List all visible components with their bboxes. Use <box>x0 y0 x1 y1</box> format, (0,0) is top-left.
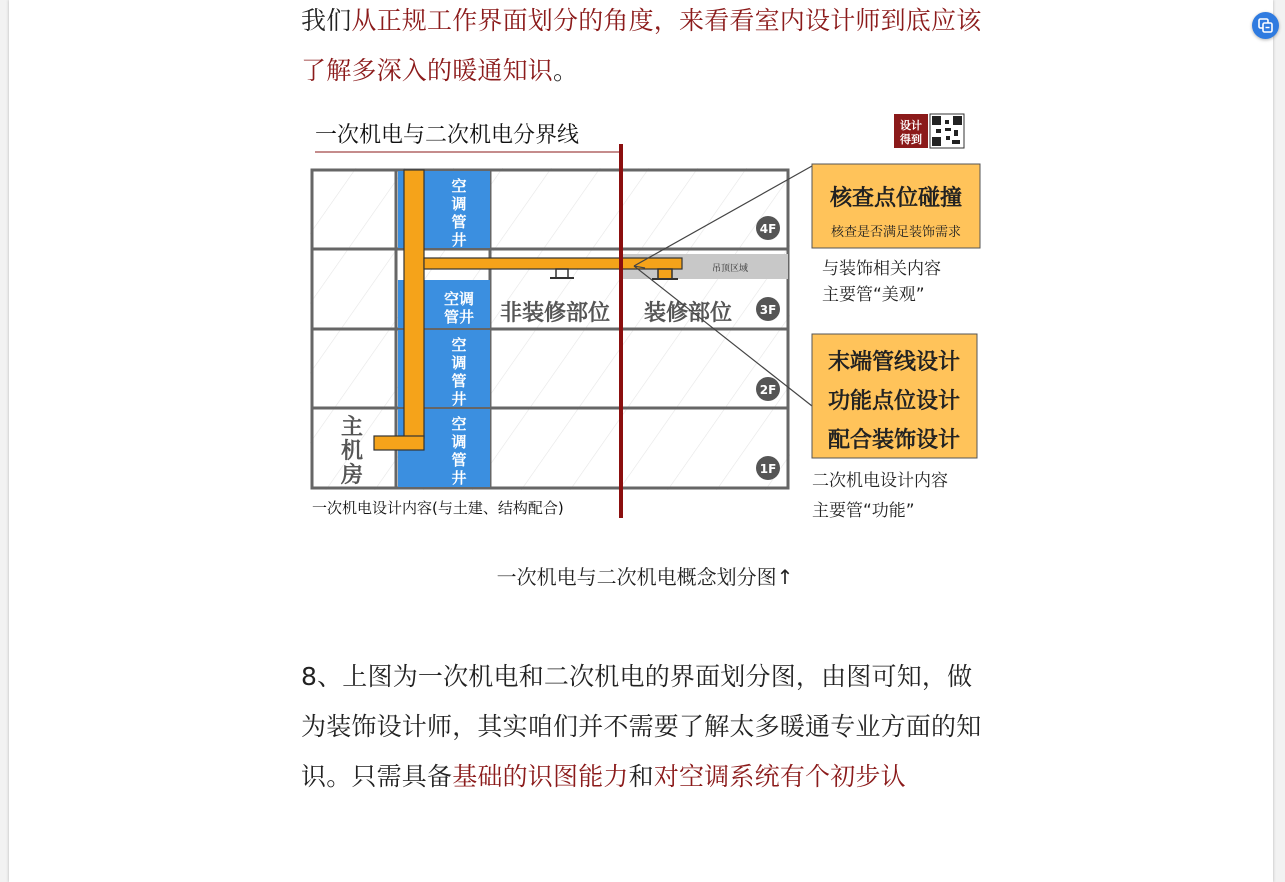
svg-text:空: 空 <box>451 177 467 195</box>
floor-badge-2f <box>756 377 780 401</box>
note-aesthetics-2: 主要管“美观” <box>822 285 925 305</box>
svg-text:空: 空 <box>451 415 467 433</box>
text-run: 。 <box>553 56 579 85</box>
highlight-text: 对空调系统有个初步认 <box>653 762 906 791</box>
svg-text:3F: 3F <box>759 303 777 317</box>
floor-badge-4f <box>756 216 780 240</box>
svg-text:管: 管 <box>451 213 467 231</box>
main-room-label <box>340 415 363 488</box>
shaft-label-3f <box>444 290 474 326</box>
paragraph-8 <box>301 652 991 802</box>
shaft-label-1f <box>451 415 466 487</box>
svg-text:管: 管 <box>451 372 467 390</box>
check-points-box <box>812 164 980 248</box>
svg-text:配合装饰设计: 配合装饰设计 <box>827 428 961 453</box>
primary-mep-caption: 一次机电设计内容(与土建、结构配合) <box>312 499 564 517</box>
svg-text:1F: 1F <box>759 462 777 476</box>
mep-division-diagram <box>300 108 990 528</box>
svg-text:空调: 空调 <box>443 290 475 308</box>
brand-logo <box>894 114 964 148</box>
logo-text: 设计 <box>900 119 922 132</box>
figure-caption: 一次机电与二次机电概念划分图↑ <box>496 565 794 589</box>
floor-badge-3f <box>756 297 780 321</box>
paragraph-intro <box>301 0 991 96</box>
text-run: 和 <box>628 762 654 791</box>
floating-action-button[interactable] <box>1252 12 1279 39</box>
svg-text:井: 井 <box>451 231 467 249</box>
svg-text:主: 主 <box>340 415 364 440</box>
translate-icon <box>1258 18 1273 33</box>
qr-code-icon <box>930 114 964 148</box>
svg-text:2F: 2F <box>759 383 777 397</box>
note-aesthetics-1: 与装饰相关内容 <box>822 259 941 279</box>
svg-text:井: 井 <box>451 469 467 487</box>
decoration-label: 装修部位 <box>643 301 733 326</box>
svg-text:井: 井 <box>451 390 467 408</box>
svg-text:核查是否满足装饰需求: 核查是否满足装饰需求 <box>830 225 962 240</box>
shaft-label-4f <box>451 177 466 249</box>
svg-text:空: 空 <box>451 336 467 354</box>
shaft-label-2f <box>451 336 466 408</box>
note-function-1: 二次机电设计内容 <box>812 471 948 491</box>
svg-text:管井: 管井 <box>443 308 475 326</box>
svg-text:调: 调 <box>451 195 467 213</box>
note-function-2: 主要管“功能” <box>812 501 915 521</box>
svg-text:机: 机 <box>340 439 364 464</box>
svg-text:核查点位碰撞: 核查点位碰撞 <box>829 186 963 211</box>
non-decoration-label: 非装修部位 <box>499 301 611 326</box>
text-run: 我们 <box>301 6 352 35</box>
diagram-title: 一次机电与二次机电分界线 <box>315 123 580 148</box>
floor-badge-1f <box>756 456 780 480</box>
logo-text: 得到 <box>900 133 922 146</box>
svg-text:功能点位设计: 功能点位设计 <box>827 389 961 414</box>
ceiling-area-label: 吊顶区域 <box>711 264 749 274</box>
svg-text:调: 调 <box>451 433 467 451</box>
svg-text:房: 房 <box>340 463 364 488</box>
text-run: 8、上图为一次机电和二次机电的界面划分图，由图可知，做为装饰设计师，其实咱们并不需要了解太多暖通专业方面的知识。只需具备 <box>301 662 982 791</box>
svg-text:末端管线设计: 末端管线设计 <box>827 350 961 375</box>
highlight-text: 基础的识图能力 <box>452 762 629 791</box>
svg-text:调: 调 <box>451 354 467 372</box>
svg-text:管: 管 <box>451 451 467 469</box>
secondary-design-box <box>812 334 977 458</box>
highlight-text: 从正规工作界面划分的角度，来看看室内设计师到底应该了解多深入的暖通知识 <box>301 6 982 85</box>
svg-text:4F: 4F <box>759 222 777 236</box>
